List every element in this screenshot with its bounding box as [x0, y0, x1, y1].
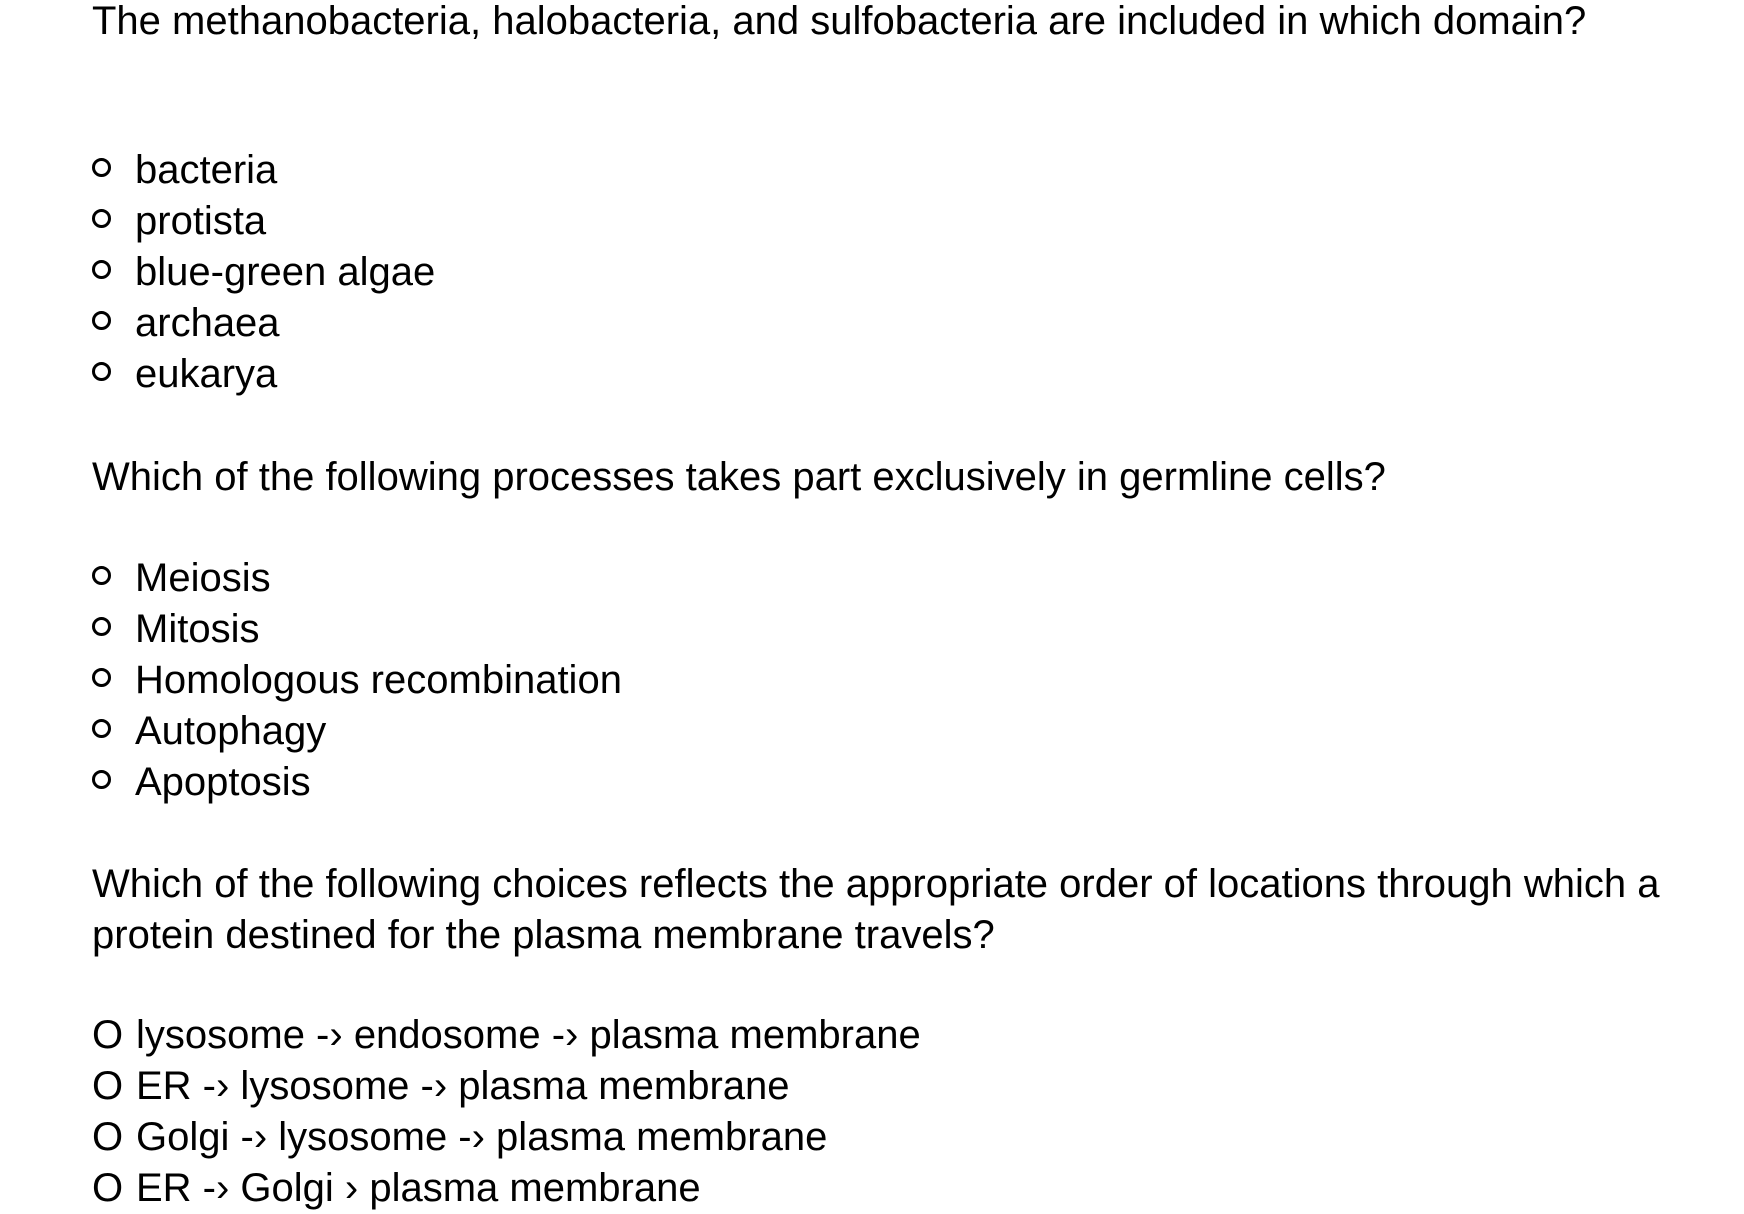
option-label: bacteria [135, 148, 278, 192]
q3-option-4[interactable] [92, 1163, 921, 1214]
option-label: Homologous recombination [135, 658, 622, 702]
q1-option-bacteria[interactable] [92, 145, 435, 196]
radio-button-icon[interactable] [92, 668, 111, 687]
q2-option-autophagy[interactable] [92, 706, 622, 757]
question-3-text: Which of the following choices reflects the appropriate order of locations through which a protein destined for the plasma membrane travels? [92, 862, 1660, 957]
option-label: protista [135, 199, 267, 243]
radio-button-icon[interactable] [92, 617, 111, 636]
radio-button-icon[interactable] [92, 566, 111, 585]
option-label: ER -› Golgi › plasma membrane [136, 1166, 701, 1210]
radio-button-icon[interactable] [92, 719, 111, 738]
radio-button-icon[interactable]: O [92, 1166, 124, 1210]
option-label: blue-green algae [135, 250, 436, 294]
q3-option-3[interactable] [92, 1112, 921, 1163]
radio-button-icon[interactable] [92, 158, 111, 177]
radio-button-icon[interactable]: O [92, 1013, 124, 1057]
q1-option-archaea[interactable] [92, 298, 435, 349]
q3-option-2[interactable] [92, 1061, 921, 1112]
option-label: eukarya [135, 352, 278, 396]
q2-option-apoptosis[interactable] [92, 757, 622, 808]
option-label: Autophagy [135, 709, 327, 753]
radio-button-icon[interactable] [92, 209, 111, 228]
q2-option-homologous-recombination[interactable] [92, 655, 622, 706]
radio-button-icon[interactable] [92, 362, 111, 381]
q1-option-eukarya[interactable] [92, 349, 435, 400]
option-label: archaea [135, 301, 280, 345]
q1-option-protista[interactable] [92, 196, 435, 247]
radio-button-icon[interactable] [92, 311, 111, 330]
question-1-options [92, 145, 435, 400]
option-label: Mitosis [135, 607, 260, 651]
question-2-options [92, 553, 622, 808]
question-1-text: The methanobacteria, halobacteria, and sulfobacteria are included in which domain? [92, 0, 1587, 43]
radio-button-icon[interactable]: O [92, 1115, 124, 1159]
question-2-text: Which of the following processes takes part exclusively in germline cells? [92, 455, 1386, 499]
q2-option-mitosis[interactable] [92, 604, 622, 655]
radio-button-icon[interactable]: O [92, 1064, 124, 1108]
option-label: ER -› lysosome -› plasma membrane [136, 1064, 790, 1108]
q1-option-blue-green-algae[interactable] [92, 247, 435, 298]
option-label: lysosome -› endosome -› plasma membrane [136, 1013, 921, 1057]
radio-button-icon[interactable] [92, 770, 111, 789]
question-3-options [92, 1010, 921, 1214]
radio-button-icon[interactable] [92, 260, 111, 279]
q3-option-1[interactable] [92, 1010, 921, 1061]
option-label: Apoptosis [135, 760, 311, 804]
option-label: Meiosis [135, 556, 271, 600]
option-label: Golgi -› lysosome -› plasma membrane [136, 1115, 828, 1159]
q2-option-meiosis[interactable] [92, 553, 622, 604]
